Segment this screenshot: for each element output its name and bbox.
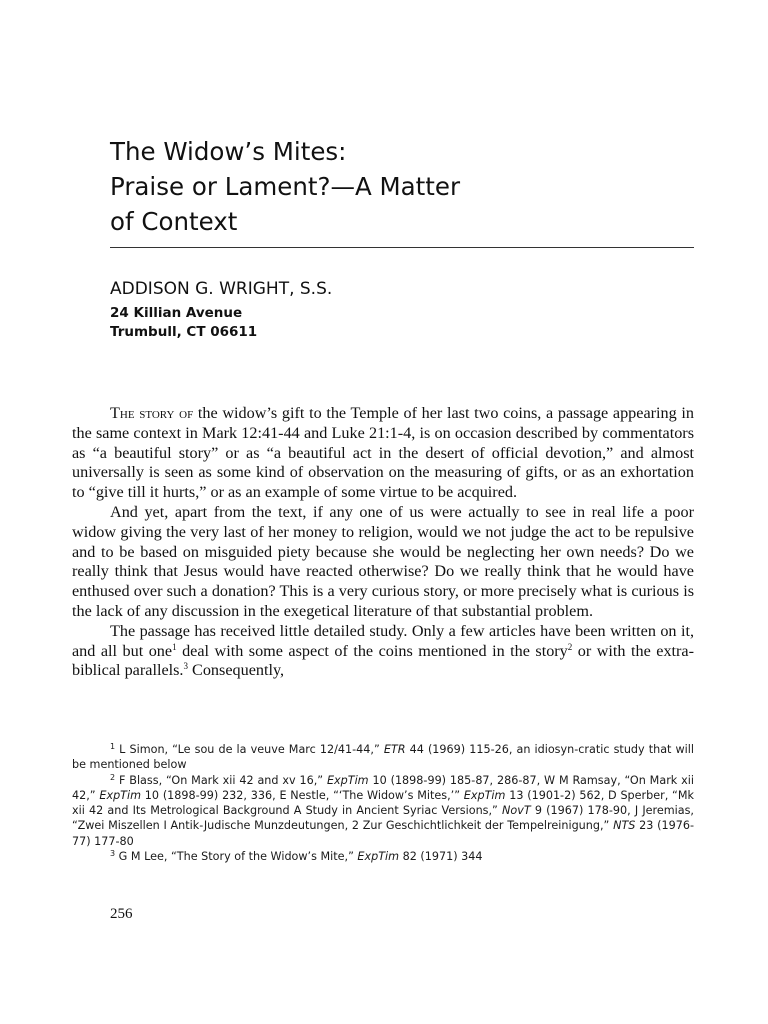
paragraph-3-text-d: Consequently, [187,661,285,680]
footnote-1-journal: ETR [383,743,406,756]
paragraph-1-text: the widow’s gift to the Temple of her last two coins, a passage appearing in the same context in Mark 12:41-44 and Luke 21:1-4, is on occasion described by commentators as “a beautiful story” or as “a beautiful act in the desert of official devotion,” and almost universally is seen as some kind of observation on the measuring of gifts, or as an exhortation to “give till it hurts,” or as an example of some virtue to be acquired. [72,404,694,502]
author-address-line-1: 24 Killian Avenue [110,305,243,321]
paragraph-3-text-a: The passage has received little detailed study. Only a few articles have been written on it, and all but one [72,621,694,660]
paragraph-3 [72,622,694,681]
article-body [72,404,694,681]
paragraph-2 [72,503,694,622]
footnote-1-mark: 1 [110,742,116,751]
paragraph-1 [72,404,694,503]
title-line-3: of Context [110,207,238,236]
footnote-2-journal-5: NTS [613,819,636,833]
paragraph-3-text-b: deal with some aspect of the coins mentioned in the story [176,641,568,660]
title-line-2: Praise or Lament?—A Matter [110,172,461,201]
footnote-1 [72,742,694,773]
author-address-line-2: Trumbull, CT 06611 [110,324,258,340]
footnote-2-text-b: 10 (1898-99) 185-87, 286-87, W M Ramsay, “On Mark xii 42,” [72,773,694,802]
footnote-3 [72,849,694,864]
footnote-3-text-a: G M Lee, “The Story of the Widow’s Mite,” [115,850,358,864]
footnote-2-journal-2: ExpTim [99,788,142,802]
footnote-2-text-d: 13 (1901-2) 562, D Sperber, “Mk xii 42 and Its Metrological Background A Study in Ancient Syriac Versions,” [72,788,694,818]
footnote-ref-3[interactable]: 3 [183,661,188,672]
title-rule [110,247,694,248]
footnote-1-text-b: 44 (1969) 115-26, an idiosyn-cratic study that will be mentioned below [72,743,694,772]
footnote-ref-2[interactable]: 2 [567,641,573,652]
footnote-3-mark: 3 [110,849,116,859]
footnote-2 [72,773,694,849]
footnote-2-text-a: F Blass, “On Mark xii 42 and xv 16,” [115,773,327,787]
footnote-3-text-b: 82 (1971) 344 [399,850,483,864]
footnote-2-text-c: 10 (1898-99) 232, 336, E Nestle, “‘The Widow’s Mites,’” [141,788,464,802]
footnote-1-text-a: L Simon, “Le sou de la veuve Marc 12/41-44,” [115,743,384,756]
footnote-2-journal-4: NovT [502,804,531,818]
footnote-ref-1[interactable]: 1 [172,641,177,652]
footnote-2-journal-3: ExpTim [463,788,506,802]
paragraph-3-text-c: or with the extra-biblical parallels. [72,641,695,680]
footnote-2-mark: 2 [110,772,116,782]
opening-small-caps: The story of [110,404,194,422]
footnote-2-text-e: 9 (1967) 178-90, J Jeremias, “Zwei Miszellen I Antik-Judische Munzdeutungen, 2 Zur Geschichtlichkeit der Tempelreinigung,” [72,804,694,833]
footnotes [72,742,694,864]
footnote-3-journal: ExpTim [357,850,400,864]
title-line-1: The Widow’s Mites: [110,137,347,166]
footnote-2-journal-1: ExpTim [326,773,369,787]
page-number: 256 [110,906,133,922]
footnote-2-text-f: 23 (1976-77) 177-80 [72,819,694,848]
article-title [110,134,710,239]
author-name: ADDISON G. WRIGHT, S.S. [110,279,333,299]
paragraph-2-text: And yet, apart from the text, if any one of us were actually to see in real life a poor widow giving the very last of her money to religion, would we not judge the act to be repulsive and to be based on misguided piety because she would be neglecting her own needs? Do we really think that Jesus would have reacted otherwise? Do we really think that he would have enthused over such a donation? This is a very curious story, or more precisely what is curious is the lack of any discussion in the exegetical literature of that substantial problem. [72,502,694,620]
